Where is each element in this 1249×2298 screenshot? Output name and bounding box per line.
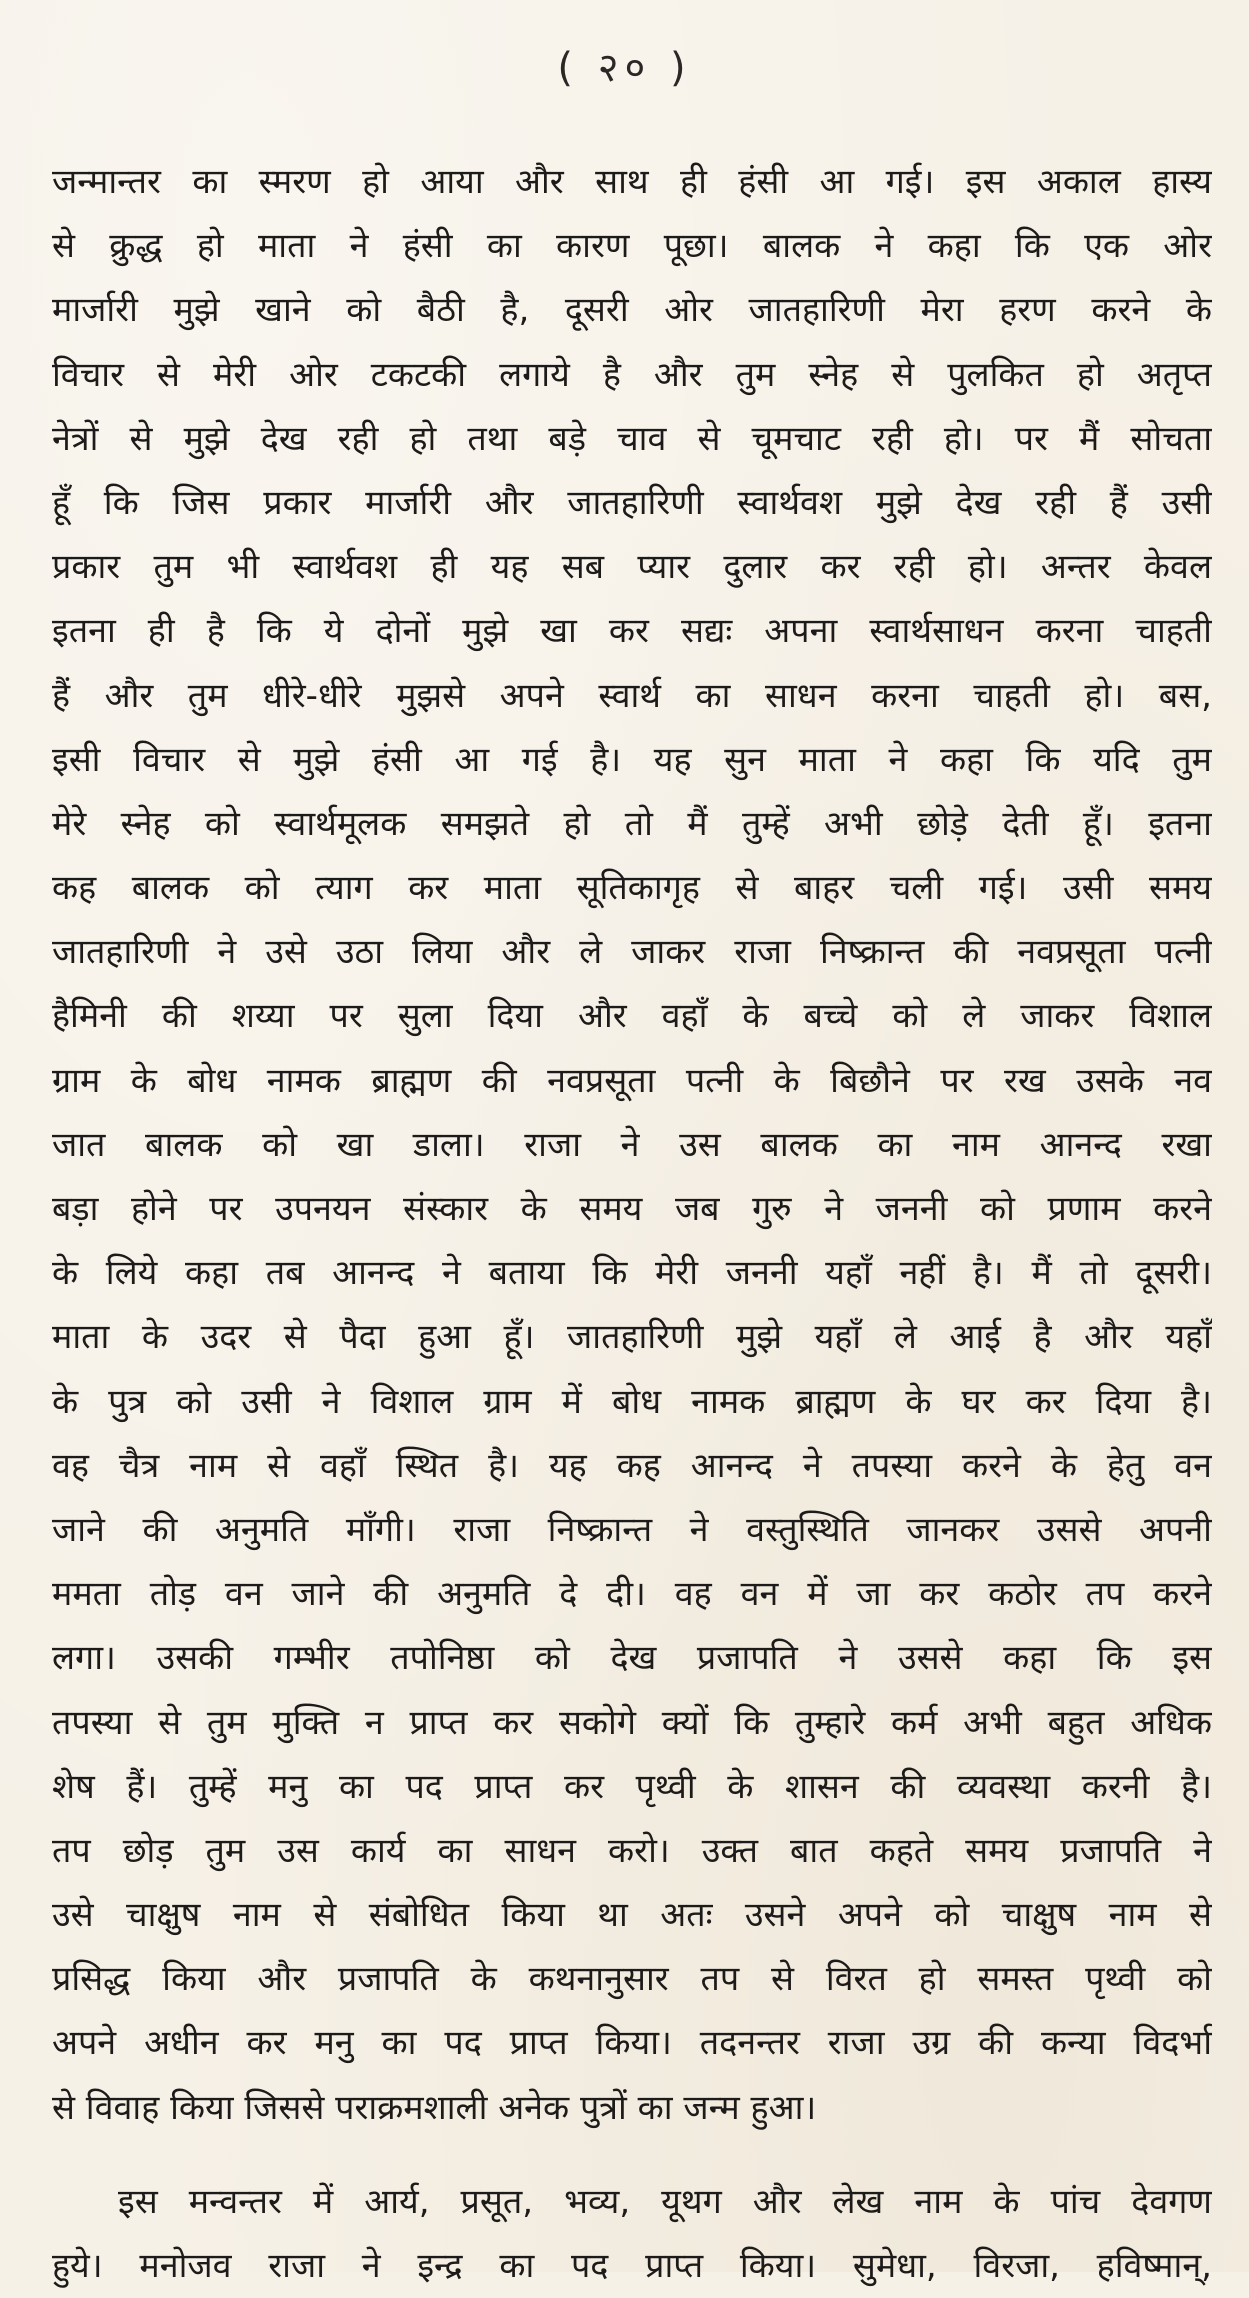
paragraph-1 xyxy=(52,150,1212,2140)
text-line: ग्राम के बोध नामक ब्राह्मण की नवप्रसूता पत्नी के बिछौने पर रख उसके नव xyxy=(52,1060,1212,1101)
text-line: जाने की अनुमति माँगी। राजा निष्क्रान्त ने वस्तुस्थिति जानकर उससे अपनी xyxy=(52,1509,1212,1550)
text-line: नेत्रों से मुझे देख रही हो तथा बड़े चाव से चूमचाट रही हो। पर मैं सोचता xyxy=(52,418,1212,459)
text-line: कह बालक को त्याग कर माता सूतिकागृह से बाहर चली गई। उसी समय xyxy=(52,868,1212,909)
text-line: लगा। उसकी गम्भीर तपोनिष्ठा को देख प्रजापति ने उससे कहा कि इस xyxy=(52,1638,1212,1679)
text-line: प्रकार तुम भी स्वार्थवश ही यह सब प्यार दुलार कर रही हो। अन्तर केवल xyxy=(52,547,1212,588)
text-line: हुये। मनोजव राजा ने इन्द्र का पद प्राप्त किया। सुमेधा, विरजा, हविष्मान्, xyxy=(52,2246,1212,2286)
text-line: तप छोड़ तुम उस कार्य का साधन करो। उक्त बात कहते समय प्रजापति ने xyxy=(52,1830,1212,1871)
page-number: ( २० ) xyxy=(557,45,692,91)
text-line: से क्रुद्ध हो माता ने हंसी का कारण पूछा। बालक ने कहा कि एक ओर xyxy=(52,226,1212,267)
text-line: मार्जारी मुझे खाने को बैठी है, दूसरी ओर जातहारिणी मेरा हरण करने के xyxy=(52,290,1212,331)
text-line: के लिये कहा तब आनन्द ने बताया कि मेरी जननी यहाँ नहीं है। मैं तो दूसरी। xyxy=(52,1253,1212,1294)
text-line: मेरे स्नेह को स्वार्थमूलक समझते हो तो मैं तुम्हें अभी छोड़े देती हूँ। इतना xyxy=(52,803,1212,844)
text-line: हैमिनी की शय्या पर सुला दिया और वहाँ के बच्चे को ले जाकर विशाल xyxy=(52,996,1212,1037)
text-line: बड़ा होने पर उपनयन संस्कार के समय जब गुरु ने जननी को प्रणाम करने xyxy=(52,1189,1212,1229)
text-line: हूँ कि जिस प्रकार मार्जारी और जातहारिणी स्वार्थवश मुझे देख रही हैं उसी xyxy=(52,482,1212,523)
text-line: शेष हैं। तुम्हें मनु का पद प्राप्त कर पृथ्वी के शासन की व्यवस्था करनी है। xyxy=(52,1766,1212,1807)
text-line: जात बालक को खा डाला। राजा ने उस बालक का नाम आनन्द रखा xyxy=(52,1124,1212,1165)
text-line: इसी विचार से मुझे हंसी आ गई है। यह सुन माता ने कहा कि यदि तुम xyxy=(52,739,1212,780)
text-line: अपने अधीन कर मनु का पद प्राप्त किया। तदनन्तर राजा उग्र की कन्या विदर्भा xyxy=(52,2023,1212,2064)
text-line: ममता तोड़ वन जाने की अनुमति दे दी। वह वन में जा कर कठोर तप करने xyxy=(52,1574,1212,1615)
text-line: माता के उदर से पैदा हुआ हूँ। जातहारिणी मुझे यहाँ ले आई है और यहाँ xyxy=(52,1317,1212,1358)
body-text xyxy=(52,150,1212,2298)
text-line: विचार से मेरी ओर टकटकी लगाये है और तुम स्नेह से पुलकित हो अतृप्त xyxy=(52,354,1212,395)
text-line: वह चैत्र नाम से वहाँ स्थित है। यह कह आनन्द ने तपस्या करने के हेतु वन xyxy=(52,1445,1212,1486)
paragraph-2 xyxy=(52,2170,1212,2298)
text-line: तपस्या से तुम मुक्ति न प्राप्त कर सकोगे क्यों कि तुम्हारे कर्म अभी बहुत अधिक xyxy=(52,1702,1212,1743)
text-line: इतना ही है कि ये दोनों मुझे खा कर सद्यः अपना स्वार्थसाधन करना चाहती xyxy=(52,611,1212,652)
text-line: जातहारिणी ने उसे उठा लिया और ले जाकर राजा निष्क्रान्त की नवप्रसूता पत्नी xyxy=(52,932,1212,973)
text-line: उसे चाक्षुष नाम से संबोधित किया था अतः उसने अपने को चाक्षुष नाम से xyxy=(52,1895,1212,1936)
text-line: के पुत्र को उसी ने विशाल ग्राम में बोध नामक ब्राह्मण के घर कर दिया है। xyxy=(52,1381,1212,1422)
text-line: इस मन्वन्तर में आर्य, प्रसूत, भव्य, यूथग और लेख नाम के पांच देवगण xyxy=(118,2181,1212,2222)
text-line: प्रसिद्ध किया और प्रजापति के कथनानुसार तप से विरत हो समस्त पृथ्वी को xyxy=(52,1959,1212,2000)
text-line: जन्मान्तर का स्मरण हो आया और साथ ही हंसी आ गई। इस अकाल हास्य xyxy=(52,162,1212,202)
text-line: से विवाह किया जिससे पराक्रमशाली अनेक पुत्रों का जन्म हुआ। xyxy=(52,2087,817,2128)
paragraph-spacer xyxy=(52,2140,1212,2170)
text-line: हैं और तुम धीरे-धीरे मुझसे अपने स्वार्थ का साधन करना चाहती हो। बस, xyxy=(52,675,1212,716)
